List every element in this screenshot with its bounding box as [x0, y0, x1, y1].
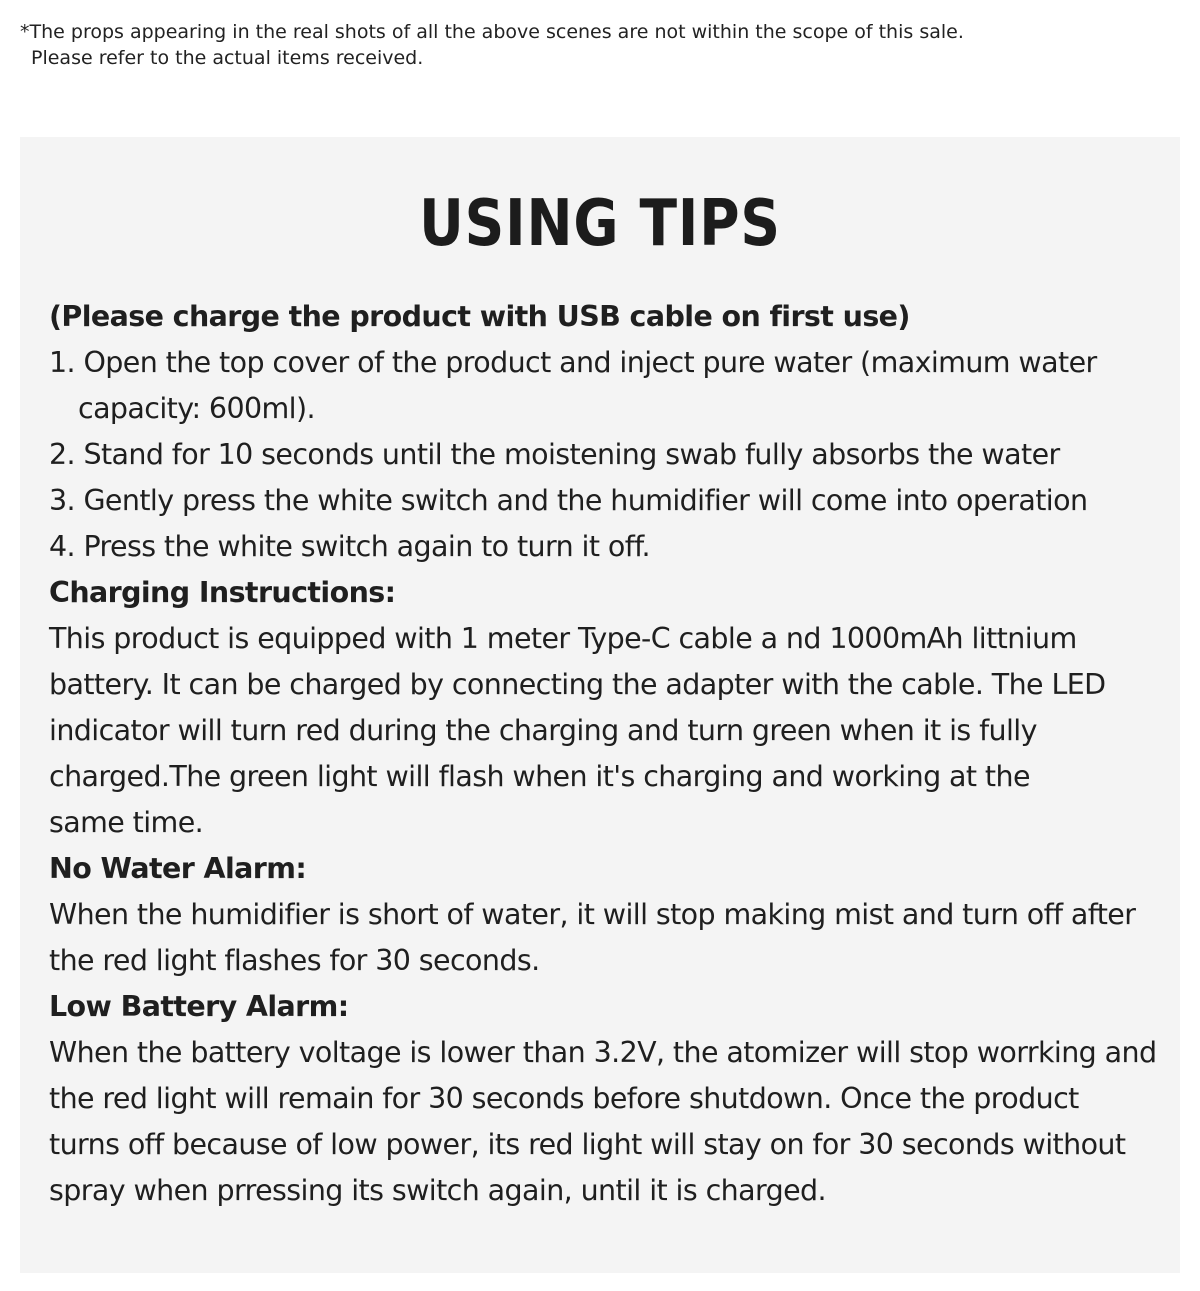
charging-line-5: same time. [49, 806, 204, 839]
charging-line-4: charged.The green light will flash when it's charging and working at the [49, 760, 1030, 793]
low-battery-line-2: the red light will remain for 30 seconds before shutdown. Once the product [49, 1082, 1079, 1115]
step-3: 3. Gently press the white switch and the humidifier will come into operation [49, 484, 1088, 517]
low-battery-line-4: spray when prressing its switch again, until it is charged. [49, 1174, 826, 1207]
page-title: USING TIPS [419, 187, 781, 261]
charging-line-3: indicator will turn red during the charging and turn green when it is fully [49, 714, 1037, 747]
low-battery-line-1: When the battery voltage is lower than 3.2V, the atomizer will stop worrking and [49, 1036, 1157, 1069]
disclaimer-line-1: *The props appearing in the real shots of all the above scenes are not within the scope of this sale. [20, 21, 964, 43]
tips-content [49, 294, 1169, 1214]
step-1-line-2: capacity: 600ml). [78, 392, 315, 425]
low-battery-heading: Low Battery Alarm: [49, 990, 349, 1023]
charging-line-2: battery. It can be charged by connecting the adapter with the cable. The LED [49, 668, 1106, 701]
no-water-heading: No Water Alarm: [49, 852, 307, 885]
charging-heading: Charging Instructions: [49, 576, 396, 609]
low-battery-line-3: turns off because of low power, its red light will stay on for 30 seconds without [49, 1128, 1126, 1161]
no-water-line-1: When the humidifier is short of water, it will stop making mist and turn off after [49, 898, 1136, 931]
disclaimer-line-2: Please refer to the actual items received. [31, 47, 424, 69]
step-1-line-1: 1. Open the top cover of the product and inject pure water (maximum water [49, 346, 1097, 379]
no-water-line-2: the red light flashes for 30 seconds. [49, 944, 540, 977]
step-2: 2. Stand for 10 seconds until the moistening swab fully absorbs the water [49, 438, 1060, 471]
charging-line-1: This product is equipped with 1 meter Type-C cable a nd 1000mAh littnium [49, 622, 1077, 655]
intro-note: (Please charge the product with USB cable on first use) [49, 300, 910, 333]
disclaimer [20, 19, 964, 71]
step-4: 4. Press the white switch again to turn it off. [49, 530, 650, 563]
